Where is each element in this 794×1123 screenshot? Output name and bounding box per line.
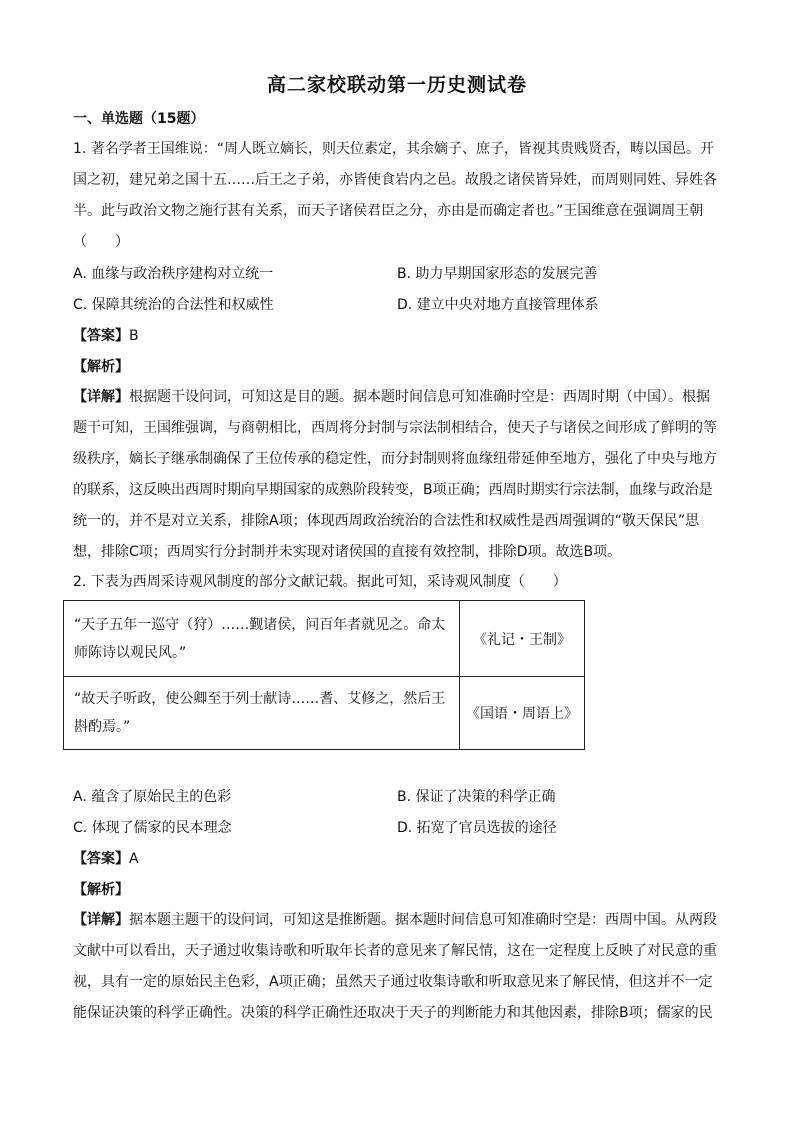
table-quote-cell: “天子五年一巡守（狩）……觐诸侯，问百年者就见之。命太师陈诗以观民风。” xyxy=(64,601,460,677)
table-source-cell: 《国语・周语上》 xyxy=(460,677,585,750)
q1-option-a: A. 血缘与政治秩序建构对立统一 xyxy=(73,266,274,282)
q1-detail-text: 根据题干设问词，可知这是目的题。据本题时间信息可知准确时空是：西周时期（中国）。根据题干可知，王国维强调，与商朝相比，西周将分封制与宗法制相结合，使天子与诸侯之间形成了鲜明的等级秩序，嫡长子继承制确保了王位传承的稳定性，而分封制则将血缘纽带延伸至地方，强化了中央与地方的联系，这反映出西周时期向早期国家的成熟阶段转变，B项正确；西周时期实行宗法制，血缘与政治是统一的，并不是对立关系，排除A项；体现西周政治统治的合法性和权威性是西周强调的“敬天保民”思想，排除C项；西周实行分封制并未实现对诸侯国的直接有效控制，排除D项。故选B项。 xyxy=(73,389,717,560)
q1-analysis-label: 【解析】 xyxy=(73,359,129,375)
table-row xyxy=(64,677,585,750)
q1-option-c: C. 保障其统治的合法性和权威性 xyxy=(73,297,274,313)
q2-detail xyxy=(73,905,723,1029)
q1-detail xyxy=(73,382,723,568)
q1-answer-label: 【答案】 xyxy=(73,328,129,344)
q2-option-c: C. 体现了儒家的民本理念 xyxy=(73,820,232,836)
page-title: 高二家校联动第一历史测试卷 xyxy=(266,74,527,96)
q1-option-d: D. 建立中央对地方直接管理体系 xyxy=(397,297,599,313)
q2-option-a: A. 蕴含了原始民主的色彩 xyxy=(73,789,232,805)
q2-detail-text: 据本题主题干的设问词，可知这是推断题。据本题时间信息可知准确时空是：西周中国。从两段文献中可以看出，天子通过收集诗歌和听取年长者的意见来了解民情，这在一定程度上反映了对民意的重视，具有一定的原始民主色彩，A项正确；虽然天子通过收集诗歌和听取意见来了解民情，但这并不一定能保证决策的科学正确性。决策的科学正确性还取决于天子的判断能力和其他因素，排除B项；儒家的民 xyxy=(73,912,717,1021)
q2-analysis-label: 【解析】 xyxy=(73,882,129,898)
table-source-cell: 《礼记・王制》 xyxy=(460,601,585,677)
source-table xyxy=(63,600,585,750)
q2-answer-line xyxy=(73,849,139,869)
q1-option-b: B. 助力早期国家形态的发展完善 xyxy=(397,266,598,282)
q2-answer-value: A xyxy=(129,851,139,867)
question-2-stem: 2. 下表为西周采诗观风制度的部分文献记载。据此可知，采诗观风制度（ ） xyxy=(73,574,567,590)
q2-answer-label: 【答案】 xyxy=(73,851,129,867)
q1-answer-line xyxy=(73,326,139,346)
q2-option-b: B. 保证了决策的科学正确 xyxy=(397,789,556,805)
q1-answer-value: B xyxy=(129,328,139,344)
table-quote-cell: “故天子听政，使公卿至于列士献诗……耆、艾修之，然后王斟酌焉。” xyxy=(64,677,460,750)
q2-detail-label: 【详解】 xyxy=(73,912,129,928)
q2-option-d: D. 拓宽了官员选拔的途径 xyxy=(397,820,557,836)
section-heading: 一、单选题（15题） xyxy=(73,111,205,127)
question-1-stem: 1. 著名学者王国维说：“周人既立嫡长，则天位素定，其余嫡子、庶子，皆视其贵贱贤否，畴以国邑。开国之初，建兄弟之国十五……后王之子弟，亦皆使食岩内之邑。故殷之诸侯皆异姓，而周则同姓、异姓各半。此与政治文物之施行甚有关系，而天子诸侯君臣之分，亦由是而确定者也。”王国维意在强调周王朝（ ） xyxy=(73,141,717,250)
q1-detail-label: 【详解】 xyxy=(73,389,129,405)
table-row xyxy=(64,601,585,677)
